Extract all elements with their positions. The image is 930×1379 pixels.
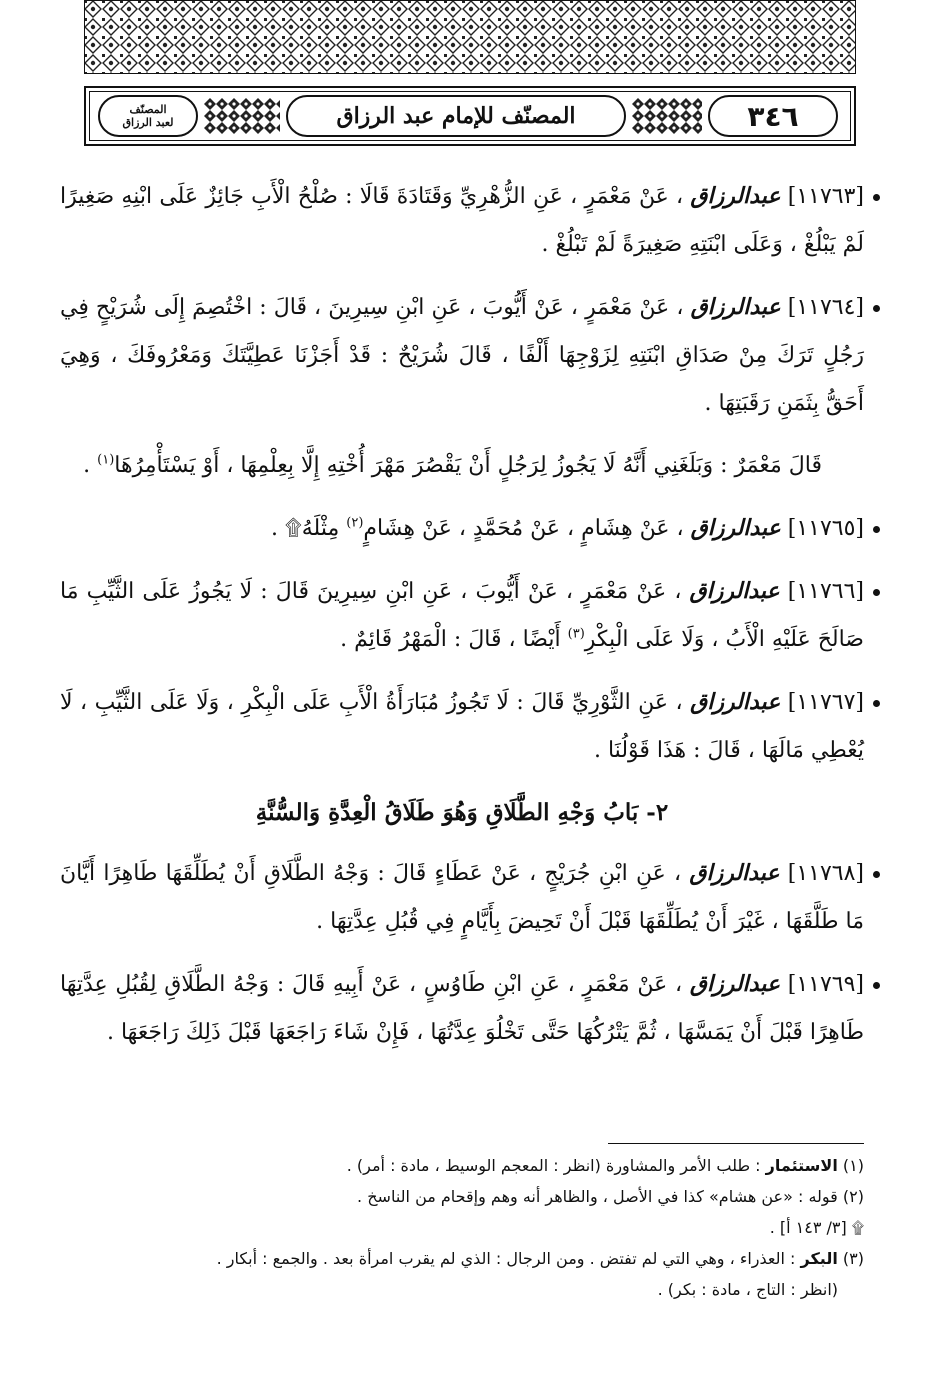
footnote-number: (٣) <box>842 1249 864 1268</box>
narrator-name: عبدالرزاق <box>690 515 781 541</box>
narrator-name: عبدالرزاق <box>690 183 781 209</box>
hadith-entry: [١١٧٦٤] عبدالرزاق ، عَنْ مَعْمَرٍ ، عَنْ أَيُّوبَ ، عَنِ ابْنِ سِيرِينَ ، قَالَ : اخْتُصِمَ إِلَى شُرَيْحٍ فِي رَجُلٍ تَرَكَ مِنْ صَدَاقِ ابْنَتِهِ لِزَوْجِهَا أَلْفًا ، قَالَ شُرَيْحٌ : قَدْ أَجَزْنَا عَطِيَّتَكَ وَمَعْرُوفَكَ ، وَهِيَ أَحَقُّ بِثَمَنِ رَقَبَتِهَا . <box>60 283 864 428</box>
footnote-number: (١) <box>842 1156 864 1175</box>
commentary-paragraph <box>60 442 864 490</box>
footnote-3 <box>60 1243 864 1274</box>
hadith-text: ، عَنْ مَعْمَرٍ ، عَنِ ابْنِ طَاوُسٍ ، عَنْ أَبِيهِ قَالَ : وَجْهُ الطَّلَاقِ لِقُبُلِ عِدَّتِهَا طَاهِرًا قَبْلَ أَنْ يَمَسَّهَا ، ثُمَّ يَتْرُكُهَا حَتَّى تَخْلُوَ عِدَّتُهَا ، فَإِنْ شَاءَ رَاجَعَهَا قَبْلَ ذَلِكَ رَاجَعَهَا . <box>60 972 864 1045</box>
footnote-divider <box>608 1143 864 1144</box>
hadith-entry: [١١٧٦٩] عبدالرزاق ، عَنْ مَعْمَرٍ ، عَنِ ابْنِ طَاوُسٍ ، عَنْ أَبِيهِ قَالَ : وَجْهُ الطَّلَاقِ لِقُبُلِ عِدَّتِهَا طَاهِرًا قَبْلَ أَنْ يَمَسَّهَا ، ثُمَّ يَتْرُكُهَا حَتَّى تَخْلُوَ عِدَّتُهَا ، فَإِنْ شَاءَ رَاجَعَهَا قَبْلَ ذَلِكَ رَاجَعَهَا . <box>60 960 864 1057</box>
footnote-text: : طلب الأمر والمشاورة (انظر : المعجم الوسيط ، مادة : أمر) . <box>346 1156 761 1175</box>
hadith-text: ، عَنْ مَعْمَرٍ ، عَنِ الزُّهْرِيِّ وَقَتَادَةَ قَالَا : صُلْحُ الْأَبِ جَائِزٌ عَلَى ابْنِهِ صَغِيرًا لَمْ يَبْلُغْ ، وَعَلَى ابْنَتِهِ صَغِيرَةً لَمْ تَبْلُغْ . <box>60 184 864 257</box>
top-ornament <box>84 0 856 74</box>
footnote-1 <box>60 1150 864 1181</box>
hadith-end: . <box>271 516 286 541</box>
hadith-number: ١١٧٦٤ <box>796 295 856 320</box>
footnote-3-continued <box>60 1274 864 1305</box>
hadith-number: ١١٧٦٣ <box>796 184 856 209</box>
hadith-entry: [١١٧٦٣] عبدالرزاق ، عَنْ مَعْمَرٍ ، عَنِ الزُّهْرِيِّ وَقَتَادَةَ قَالَا : صُلْحُ الْأَبِ جَائِزٌ عَلَى ابْنِهِ صَغِيرًا لَمْ يَبْلُغْ ، وَعَلَى ابْنَتِهِ صَغِيرَةً لَمْ تَبْلُغْ . <box>60 172 864 269</box>
footnote-text: : العذراء ، وهي التي لم تفتض . ومن الرجال : الذي لم يقرب امرأة بعد . والجمع : أبكار . <box>216 1249 796 1268</box>
hadith-text: ، عَنِ ابْنِ جُرَيْجٍ ، عَنْ عَطَاءٍ قَالَ : وَجْهُ الطَّلَاقِ أَنْ يُطَلِّقَهَا طَاهِرًا أَيَّانَ مَا طَلَّقَهَا ، غَيْرَ أَنْ يُطَلِّقَهَا قَبْلَ أَنْ تَحِيضَ بِأَيَّامٍ فِي قُبُلِ عِدَّتِهَا . <box>60 861 864 934</box>
header-ornament-right <box>632 98 702 134</box>
hadith-text-continued: أَيْضًا ، قَالَ : الْمَهْرُ قَائِمٌ . <box>340 627 561 652</box>
bullet-icon <box>873 526 880 533</box>
hadith-entry: [١١٧٦٨] عبدالرزاق ، عَنِ ابْنِ جُرَيْجٍ ، عَنْ عَطَاءٍ قَالَ : وَجْهُ الطَّلَاقِ أَنْ يُطَلِّقَهَا طَاهِرًا أَيَّانَ مَا طَلَّقَهَا ، غَيْرَ أَنْ يُطَلِّقَهَا قَبْلَ أَنْ تَحِيضَ بِأَيَّامٍ فِي قُبُلِ عِدَّتِهَا . <box>60 849 864 946</box>
seal-emblem <box>98 95 198 137</box>
narrator-name: عبدالرزاق <box>690 294 781 320</box>
hadith-number: ١١٧٦٧ <box>796 690 856 715</box>
folio-mark-icon: ۩ <box>285 516 302 541</box>
narrator-name: عبدالرزاق <box>689 860 780 886</box>
footnote-marker[interactable]: (٢) <box>346 515 364 531</box>
bullet-icon <box>873 982 880 989</box>
bullet-icon <box>873 871 880 878</box>
narrator-name: عبدالرزاق <box>689 578 780 604</box>
footnote-folio <box>60 1212 864 1243</box>
narrator-name: عبدالرزاق <box>690 689 781 715</box>
hadith-text-continued: مِثْلَهُ <box>301 516 340 541</box>
hadith-text: ، عَنْ مَعْمَرٍ ، عَنْ أَيُّوبَ ، عَنِ ابْنِ سِيرِينَ قَالَ : لَا يَجُوزُ عَلَى الثَّيِّبِ مَا صَالَحَ عَلَيْهِ الْأَبُ ، وَلَا عَلَى الْبِكْرِ <box>60 579 864 652</box>
hadith-number: ١١٧٦٥ <box>796 516 856 541</box>
footnote-marker[interactable]: (١) <box>97 452 115 468</box>
running-title-box <box>286 95 626 137</box>
bullet-icon <box>873 194 880 201</box>
bullet-icon <box>873 700 880 707</box>
folio-reference: ۩ [٣/ ١٤٣ أ] . <box>769 1218 864 1237</box>
commentary-end: . <box>83 453 98 478</box>
hadith-text: ، عَنِ الثَّوْرِيِّ قَالَ : لَا تَجُوزُ مُبَارَأَةُ الْأَبِ عَلَى الْبِكْرِ ، وَلَا عَلَى الثَّيِّبِ ، لَا يُعْطِي مَالَهَا ، قَالَ : هَذَا قَوْلُنَا . <box>60 690 864 763</box>
hadith-number: ١١٧٦٨ <box>796 861 856 886</box>
hadith-entry: [١١٧٦٥] عبدالرزاق ، عَنْ هِشَامٍ ، عَنْ مُحَمَّدٍ ، عَنْ هِشَامٍ$^{(٢)}$ مِثْلَهُ۩ . <box>60 504 864 553</box>
footnote-term: البكر <box>800 1249 838 1268</box>
page-header <box>84 86 856 146</box>
bullet-icon <box>873 589 880 596</box>
running-title: المصنّف للإمام عبد الرزاق <box>336 103 576 129</box>
narrator-name: عبدالرزاق <box>689 971 780 997</box>
hadith-text: ، عَنْ هِشَامٍ ، عَنْ مُحَمَّدٍ ، عَنْ هِشَامٍ <box>363 516 684 541</box>
main-text <box>60 172 864 1071</box>
section-heading: ٢- بَابُ وَجْهِ الطَّلَاقِ وَهُوَ طَلَاقُ الْعِدَّةِ وَالسُّنَّةِ <box>255 799 669 826</box>
footnote-number: (٢) <box>842 1187 864 1206</box>
footnote-marker[interactable]: (٣) <box>567 626 585 642</box>
footnote-text: (انظر : التاج ، مادة : بكر) . <box>657 1280 838 1299</box>
hadith-number: ١١٧٦٩ <box>796 972 856 997</box>
footnote-term: الاستئمار <box>765 1156 838 1175</box>
bullet-icon <box>873 305 880 312</box>
hadith-number: ١١٧٦٦ <box>796 579 856 604</box>
header-ornament-left <box>204 98 280 134</box>
seal-line-2: لعبد الرزاق <box>122 116 174 129</box>
footnotes <box>60 1150 864 1305</box>
hadith-entry: [١١٧٦٧] عبدالرزاق ، عَنِ الثَّوْرِيِّ قَالَ : لَا تَجُوزُ مُبَارَأَةُ الْأَبِ عَلَى الْبِكْرِ ، وَلَا عَلَى الثَّيِّبِ ، لَا يُعْطِي مَالَهَا ، قَالَ : هَذَا قَوْلُنَا . <box>60 678 864 775</box>
seal-line-1: المصنّف <box>129 103 167 116</box>
hadith-entry: [١١٧٦٦] عبدالرزاق ، عَنْ مَعْمَرٍ ، عَنْ أَيُّوبَ ، عَنِ ابْنِ سِيرِينَ قَالَ : لَا يَجُوزُ عَلَى الثَّيِّبِ مَا صَالَحَ عَلَيْهِ الْأَبُ ، وَلَا عَلَى الْبِكْرِ$^{(٣)}$ أَيْضًا ، قَالَ : الْمَهْرُ قَائِمٌ . <box>60 567 864 664</box>
footnote-text: قوله : «عن هشام» كذا في الأصل ، والظاهر أنه وهم وإقحام من الناسخ . <box>357 1187 838 1206</box>
hadith-text: ، عَنْ مَعْمَرٍ ، عَنْ أَيُّوبَ ، عَنِ ابْنِ سِيرِينَ ، قَالَ : اخْتُصِمَ إِلَى شُرَيْحٍ فِي رَجُلٍ تَرَكَ مِنْ صَدَاقِ ابْنَتِهِ لِزَوْجِهَا أَلْفًا ، قَالَ شُرَيْحٌ : قَدْ أَجَزْنَا عَطِيَّتَكَ وَمَعْرُوفَكَ ، وَهِيَ أَحَقُّ بِثَمَنِ رَقَبَتِهَا . <box>60 295 864 416</box>
page-number: ٣٤٦ <box>747 99 799 133</box>
commentary-text: قَالَ مَعْمَرٌ : وَبَلَغَنِي أَنَّهُ لَا يَجُوزُ لِرَجُلٍ أَنْ يَقْصُرَ مَهْرَ أُخْتِهِ إِلَّا بِعِلْمِهَا ، أَوْ يَسْتَأْمِرُهَا <box>114 453 822 478</box>
page-number-box <box>708 95 838 137</box>
footnote-2 <box>60 1181 864 1212</box>
